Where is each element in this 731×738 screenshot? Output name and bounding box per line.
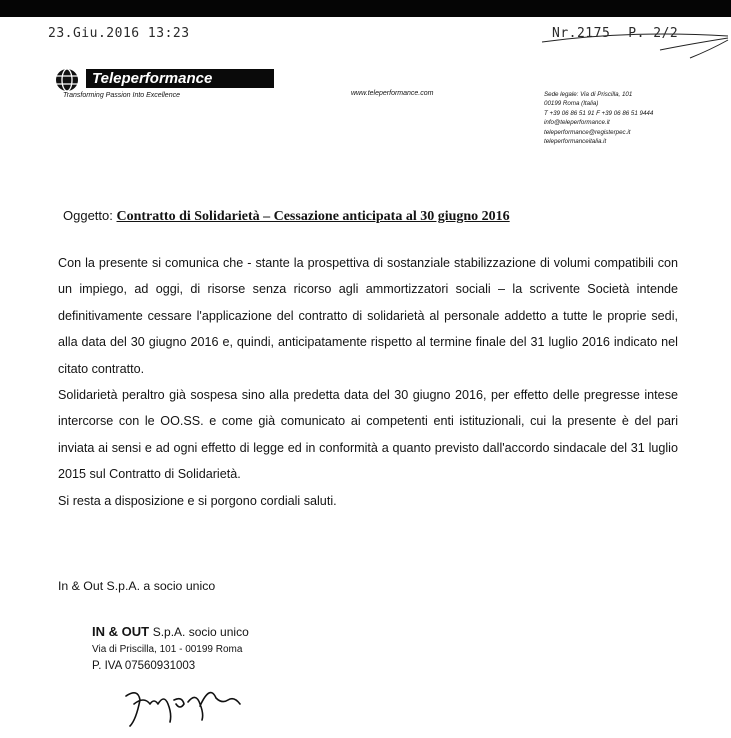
subject-title: Contratto di Solidarietà – Cessazione anticipata al 30 giugno 2016 [116, 209, 510, 224]
company-website: www.teleperformance.com [351, 90, 434, 97]
body-paragraph: Si resta a disposizione e si porgono cordiali saluti. [58, 493, 337, 508]
company-address [544, 90, 653, 146]
address-line: 00199 Roma (Italia) [544, 100, 599, 108]
subject-label: Oggetto: [63, 208, 113, 223]
body-paragraph: Solidarietà peraltro già sospesa sino alla predetta data del 30 giugno 2016, per effetto delle pregresse intese intercorse con le OO.SS. e come già comunicato ai competenti enti istituzionali, cui la presente è del pari inviata ai sensi e ad ogni effetto di legge ed in conformità a quanto previsto dall'accordo sindacale del 31 luglio 2015 sul Contratto di Solidarietà. [58, 388, 678, 482]
letter-body [58, 250, 678, 514]
fax-number: Nr.2175 [552, 26, 611, 41]
address-line: T +39 06 86 51 91 F +39 06 86 51 9444 [544, 109, 654, 117]
body-paragraph: Con la presente si comunica che - stante la prospettiva di sostanziale stabilizzazione di volumi compatibili con un impiego, ad oggi, di risorse senza ricorso agli ammortizzatori sociali – la scrivente Società intende definitivamente cessare l'applicazione del contratto di solidarietà al personale addetto a tutte le proprie sedi, alla data del 30 giugno 2016 e, quindi, anticipatamente rispetto al termine finale del 31 luglio 2016 indicato nel citato contratto. [58, 256, 678, 376]
handwritten-signature [118, 674, 248, 730]
scan-top-border [0, 0, 731, 17]
fax-datetime: 23.Giu.2016 13:23 [48, 26, 190, 41]
address-line: teleperformance@registerpec.it [544, 128, 631, 136]
company-stamp [92, 623, 249, 675]
stamp-address: Via di Priscilla, 101 - 00199 Roma [92, 644, 243, 655]
fax-page-info [552, 26, 678, 41]
stamp-company-rest: S.p.A. socio unico [152, 625, 249, 639]
company-tagline: Transforming Passion Into Excellence [63, 92, 180, 99]
stamp-company [92, 623, 249, 641]
address-line: Sede legale: Via di Priscilla, 101 [544, 91, 633, 98]
company-name: Teleperformance [86, 69, 274, 88]
letter-subject [63, 208, 510, 225]
address-line: teleperformanceitalia.it [544, 138, 607, 146]
address-line: info@teleperformance.it [544, 119, 610, 127]
globe-icon [52, 66, 82, 94]
letter-sender: In & Out S.p.A. a socio unico [58, 579, 216, 593]
fax-page: P. 2/2 [628, 26, 679, 41]
stamp-company-bold: IN & OUT [92, 624, 150, 639]
stamp-vat: P. IVA 07560931003 [92, 660, 196, 672]
